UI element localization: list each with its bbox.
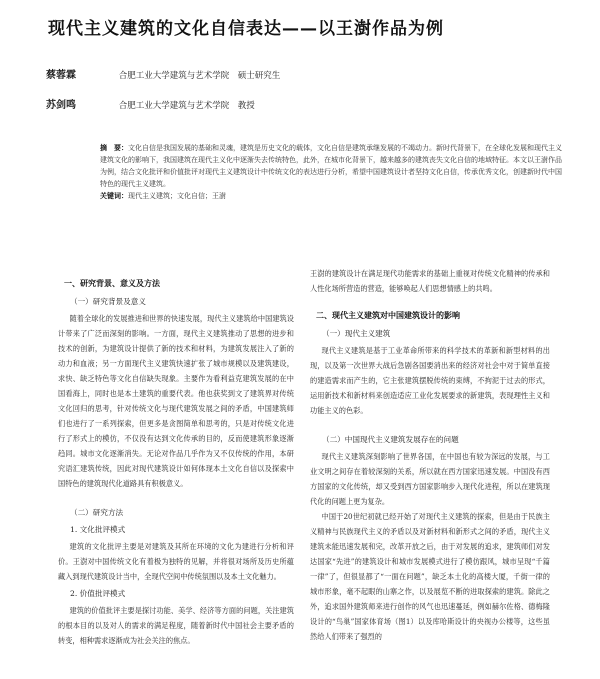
abstract-text: 文化自信是我国发展的基础和灵魂，建筑是历史文化的载体，文化自信是建筑承继发展的不竭动力。新时代背景下，在全球化发展和现代主义建筑文化的影响下，我国建筑在现代主义化中逐渐失去传统特色，此外，在城市化背景下，越来越多的建筑丧失文化自信的地域特征。本文以王澍作品为例，结合文化批评和价值批评对现代主义建筑设计中传统文化的表达进行分析，希望中国建筑设计者坚持文化自信，传承优秀文化，创建新时代中国特色的现代主义建筑。 [100,144,562,188]
body-paragraph: 现代主义建筑深刻影响了世界各国，在中国也有较为深远的发展，与工业文明之间存在着较深刻的关系，所以就在西方国家迅速发展。中国没有西方国家的文化传统，却又受到西方国家影响步入现代化进程，所以在建筑现代化的问题上更为复杂。 [310,452,550,506]
subsection-heading: 2. 价值批评模式 [70,589,126,598]
author-affiliation: 合肥工业大学建筑与艺术学院 教授 [118,101,255,111]
subsection-heading: （一）研究背景及意义 [70,297,146,306]
subsection-heading: 1. 文化批评模式 [70,525,126,534]
subsection-heading: （一）现代主义建筑 [322,329,391,338]
page-title: 现代主义建筑的文化自信表达——以王澍作品为例 [48,19,444,39]
subsection-heading: （二）研究方法 [70,508,124,517]
right-column [310,266,550,644]
body-paragraph: 随着全球化的发展推进和世界的快速发展，现代主义建筑给中国建筑设计带来了广泛而深刻的影响。一方面，现代主义建筑推动了思想的进步和技术的创新，为建筑设计提供了新的技术和材料，为建筑发展注入了新的动力和血液；另一方面现代主义建筑快速扩张了城市规模以及建筑建设，求快、缺乏特色等文化自信缺失现象。主要作为看利益克建筑发展的在中国看海上，同时也是本土建筑的重要代表。他也获奖到文了建筑界对传统文化回归的思考，针对传统文化与现代建筑发展之间的矛盾，中国建筑师们也进行了一系列探索，但更多是贪图简单和思考的，只是对传统文化进行了形式上的模仿，不仅没有达到文化传承的目的，反而使建筑形象逐渐趋同。城市文化逐渐消失。无论对作品几乎作为又不仅传统的作用，本研究语汇建筑传统，因此对现代建筑设计如何体现本土文化自信以及探索中国特色的建筑现代化道路具有积极意义。 [58,314,294,488]
abstract [100,142,566,202]
abstract-label: 摘 要： [100,143,128,152]
author-name: 苏剑鸣 [46,100,76,111]
left-column [58,270,294,648]
subsection-heading: （二）中国现代主义建筑发展存在的问题 [322,435,459,444]
body-paragraph: 中国于20世纪初就已经开始了对现代主义建筑的探索，但是由于民族主义精神与民族现代主义的矛盾以及对新材料和新形式之间的矛盾，现代主义建筑未能迅速发展和完，改革开放之后，由于对发展的追求，建筑师们对发达国家“先进”的建筑设计和城市发展模式进行了模仿跟风，城市呈现“千篇一律”了，但很显都了“一面在问题”，缺乏本土化的高楼大厦，千街一律的城市形象，毫不起眼的山寨之作，以及展览不断的进取探索的建筑。除此之外，追求国外建筑师来进行创作的风气也迅速蔓延，例如赫尔佐格、德梅隆设计的“鸟巢”国家体育场（图1）以及库哈斯设计的央视办公楼等，这些虽然给人们带来了强烈的 [310,512,550,641]
keywords-label: 关键词： [100,191,128,200]
body-paragraph: 建筑的价值批评主要是探讨功能、美学、经济等方面的问题，关注建筑的根本目的以及对人的需求的满足程度，随着新时代中国社会主要矛盾的转变，相种需求逐渐成为社会关注的焦点。 [58,606,294,645]
author-row [46,96,255,111]
body-paragraph: 现代主义建筑是基于工业革命所带来的科学技术的革新和新型材料的出现，以及第一次世界大战后急剧各国要消出来的经济对社会中对于简单直接的建造需求而产生的，它主张建筑摆脱传统的束缚，不拘泥于过去的形式，运用新技术和新材料来创造适应工业化发展要求的新建筑，表现理性主义和功能主义的色彩。 [310,346,550,415]
author-row [46,66,280,81]
author-name: 蔡蓉霖 [46,70,76,81]
body-paragraph: 王澍的建筑设计在满足现代功能需求的基础上重视对传统文化精神的传承和人性化场所营造的营造，能够唤起人们思想情感上的共鸣。 [310,269,550,293]
body-paragraph: 建筑的文化批评主要是对建筑及其所在环境的文化为建进行分析和评价。王澍对中国传统文化有着极为独特的见解，并将很对场所及历史所蕴藏入到现代建筑设计当中，全现代空间中传统氛围以及本土文化魅力。 [58,542,294,581]
keywords-text: 现代主义建筑；文化自信；王澍 [128,192,226,200]
section-heading: 二、现代主义建筑对中国建筑设计的影响 [316,310,460,320]
section-heading: 一、研究背景、意义及方法 [64,278,160,288]
author-affiliation: 合肥工业大学建筑与艺术学院 硕士研究生 [118,71,281,81]
